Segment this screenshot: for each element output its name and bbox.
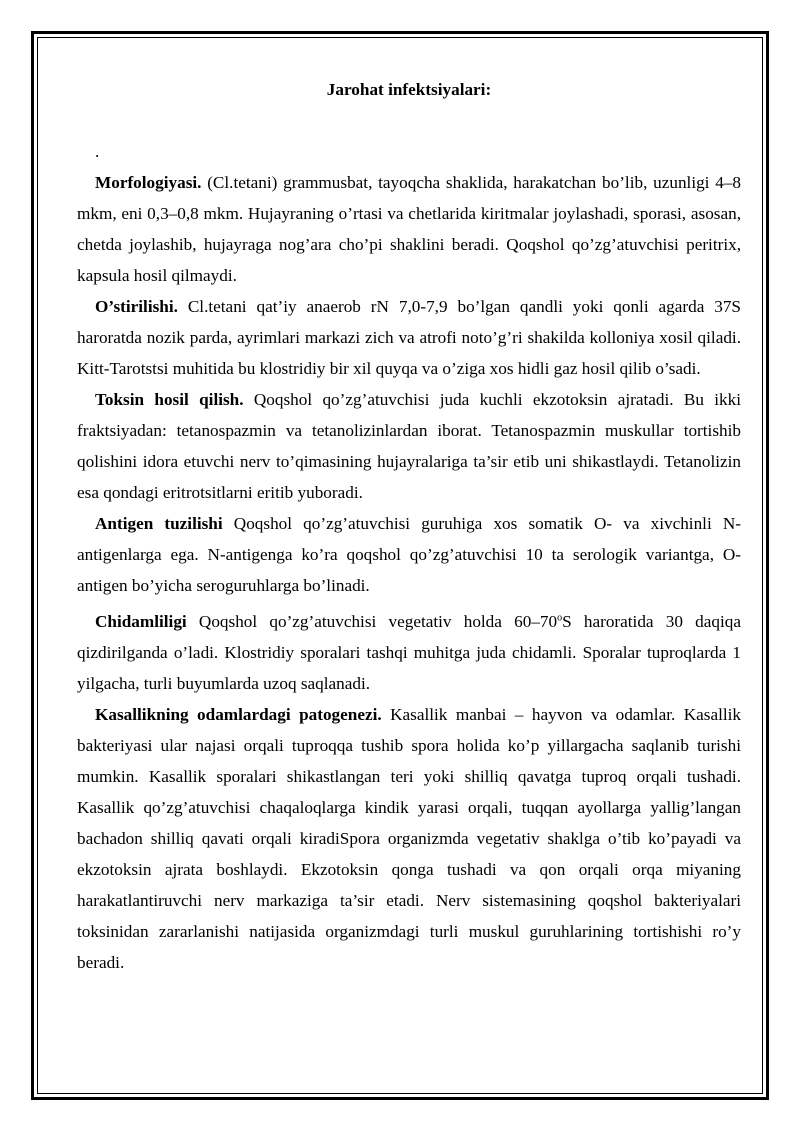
- paragraph-toxin: [77, 384, 741, 508]
- paragraph-heading: Kasallikning odamlardagi patogenezi.: [95, 705, 382, 724]
- degree-superscript: o: [557, 612, 563, 624]
- stray-dot: .: [95, 142, 100, 161]
- paragraph-antigen: [77, 508, 741, 601]
- paragraph-pathogenesis: [77, 699, 741, 978]
- paragraph-heading: Antigen tuzilishi: [95, 514, 223, 533]
- document-body: [77, 74, 741, 978]
- paragraph-heading: O’stirilishi.: [95, 297, 178, 316]
- paragraph-text: Qoqshol qo’zg’atuvchisi guruhiga xos somatik O- va xivchinli N-antigenlarga ega. N-antigenga ko’ra qoqshol qo’zg’atuvchisi 10 ta serologik variantga, O-antigen bo’yicha seroguruhlarga bo’linadi.: [77, 514, 741, 595]
- paragraph-heading: Chidamliligi: [95, 612, 187, 631]
- paragraph-text: Qoqshol qo’zg’atuvchisi juda kuchli ekzotoksin ajratadi. Bu ikki fraktsiyadan: tetanospazmin va tetanolizinlardan iborat. Tetanospazmin muskullar tortishib qolishini idora etuvchi nerv to’qimasining hujayralariga ta’sir etib uni shikastlaydi. Tetanolizin esa qondagi eritrotsitlarni eritib yuboradi.: [77, 390, 741, 502]
- paragraph-heading: Morfologiyasi.: [95, 173, 202, 192]
- document-title: Jarohat infektsiyalari:: [326, 80, 492, 99]
- paragraph-text-continued: S haroratida 30 daqiqa qizdirilganda o’ladi. Klostridiy sporalari tashqi muhitga juda chidamli. Sporalar tuproqlarda 1 yilgacha, turli buyumlarda uzoq saqlanadi.: [77, 612, 741, 693]
- paragraph-cultivation: [77, 291, 741, 384]
- paragraph-text: Qoqshol qo’zg’atuvchisi vegetativ holda 60–70: [186, 612, 558, 631]
- paragraph-resistance: [77, 606, 741, 699]
- paragraph-morphology: [77, 167, 741, 291]
- paragraph-text: Cl.tetani qat’iy anaerob rN 7,0-7,9 bo’lgan qandli yoki qonli agarda 37S haroratda nozik parda, ayrimlari markazi zich va atrofi noto’g’ri shakilda kolloniya xosil qiladi. Kitt-Tarotstsi muhitida bu klostridiy bir xil quyqa va o’ziga xos hidli gaz hosil qilib o’sadi.: [77, 297, 741, 378]
- paragraph-text: (Cl.tetani) grammusbat, tayoqcha shaklida, harakatchan bo’lib, uzunligi 4–8 mkm, eni 0,3–0,8 mkm. Hujayraning o’rtasi va chetlarida kiritmalar joylashadi, sporasi, asosan, chetda joylashib, hujayraga nog’ara cho’pi shaklini beradi. Qoqshol qo’zg’atuvchisi peritrix, kapsula hosil qilmaydi.: [77, 173, 741, 285]
- paragraph-text: Kasallik manbai – hayvon va odamlar. Kasallik bakteriyasi ular najasi orqali tuproqqa tushib spora holida ko’p yillargacha saqlanib turishi mumkin. Kasallik sporalari shikastlangan teri yoki shilliq qavatga tuproq orqali tushadi. Kasallik qo’zg’atuvchisi chaqaloqlarga kindik yarasi orqali, tuqqan ayollarga yallig’langan bachadon shilliq qavati orqali kiradiSpora organizmda vegetativ shaklga o’tib ko’payadi va ekzotoksin ajrata boshlaydi. Ekzotoksin qonga tushadi va qon orqali orqa miyaning harakatlantiruvchi nerv markaziga ta’sir etadi. Nerv sistemasining qoqshol bakteriyalari toksinidan zararlanishi natijasida organizmdagi turli muskul guruhlarining tortishishi ro’y beradi.: [77, 705, 742, 972]
- paragraph-heading: Toksin hosil qilish.: [95, 390, 244, 409]
